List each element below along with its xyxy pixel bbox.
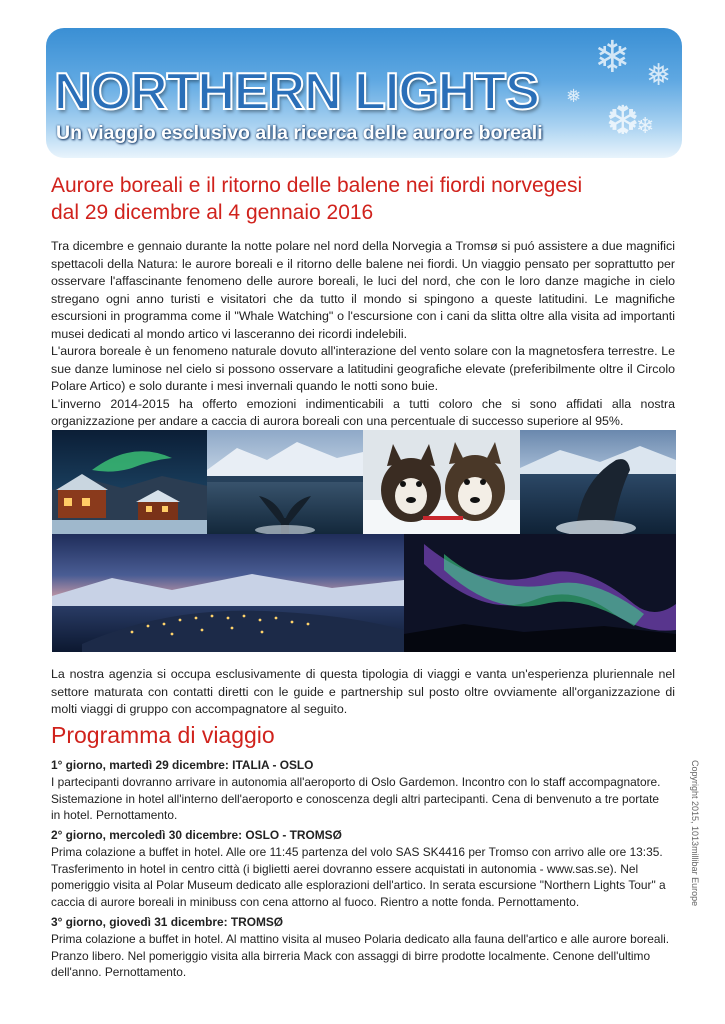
day-description: I partecipanti dovranno arrivare in autonomia all'aeroporto di Oslo Gardemon. Incontro con lo staff accompagnatore. Sistemazione in hotel all'interno dell'aeroporto e conoscenza degli altri partecipanti. Cena di benvenuto a tre portate in hotel. Pernottamento.	[51, 774, 661, 823]
intro-paragraph-2: L'aurora boreale è un fenomeno naturale dovuto all'interazione del vento solare con la magnetosfera terrestre. Le sue danze luminose nel cielo si possono osservare a latitudini geografiche elevate (preferibilmente oltre il Circolo Polare Artico) e solo durante i mesi invernali quando le notti sono buie.	[51, 344, 675, 393]
snowflake-icon: ❄	[636, 114, 655, 139]
program-day-2	[51, 827, 671, 911]
program-day-1	[51, 757, 671, 824]
snowflake-icon: ❄	[594, 32, 631, 83]
banner-title: NORTHERN LIGHTS	[54, 63, 539, 121]
page-headline	[51, 172, 691, 226]
intro-paragraph-3: L'inverno 2014-2015 ha offerto emozioni indimenticabili a tutti coloro che si sono affidati alla nostra organizzazione per andare a caccia di aurora boreali con una percentuale di successo superiore al 95%.	[51, 396, 675, 428]
photo-sled-dogs	[363, 430, 521, 534]
intro-paragraph-1: Tra dicembre e gennaio durante la notte polare nel nord della Norvegia a Tromsø si puó assistere a due magnifici spettacoli della Natura: le aurore boreali e il ritorno delle balene nei fiordi. Un viaggio pensato per soprattutto per osservare l'affascinante fenomeno delle aurore boreali, le luci del nord, che con le loro danze magiche in cielo stregano ogni anno turisti e visitatori che da tutto il mondo si spingono a queste latitudini. Le magnifiche escursioni in programma come il "Whale Watching" o l'escursione con i cani da slitta oltre alla visita ad importanti musei dedicati al mondo artico vi lasceranno dei ricordi indelebili.	[51, 239, 675, 341]
snowflake-icon: ❅	[646, 58, 672, 93]
snowflake-icon: ❅	[566, 86, 582, 107]
header-banner	[46, 28, 682, 158]
snowflake-icon: ❆	[606, 98, 640, 144]
banner-subtitle: Un viaggio esclusivo alla ricerca delle aurore boreali	[56, 122, 543, 144]
photo-tromso-night	[52, 534, 404, 652]
program-title: Programma di viaggio	[51, 722, 275, 748]
photo-aurora-sky	[404, 534, 676, 652]
day-heading: 2° giorno, mercoledì 30 dicembre: OSLO - TROMSØ	[51, 828, 342, 842]
intro-text	[51, 238, 675, 431]
program-day-3	[51, 914, 671, 981]
agency-text: La nostra agenzia si occupa esclusivamente di questa tipologia di viaggi e vanta un'esperienza pluriennale nel settore maturata con contatti diretti con le guide e partnership sul posto oltre ovviamente all'organizzazione di molti viaggi di gruppo con accompagnatore al seguito.	[51, 667, 675, 716]
headline-line-2: dal 29 dicembre al 4 gennaio 2016	[51, 201, 374, 224]
day-heading: 3° giorno, giovedì 31 dicembre: TROMSØ	[51, 915, 284, 929]
day-description: Prima colazione a buffet in hotel. Al mattino visita al museo Polaria dedicato alla fauna dell'artico e alle aurore boreali. Pranzo libero. Nel pomeriggio visita alla birreria Mack con assaggi di birre prodotte localmente. Cenone dell'ultimo dell'anno. Pernottamento.	[51, 931, 670, 980]
photo-whale-tail	[207, 430, 363, 534]
day-description: Prima colazione a buffet in hotel. Alle ore 11:45 partenza del volo SAS SK4416 per Tromso con arrivo alle ore 13:35. Trasferimento in hotel in centro città (i biglietti aerei dovranno essere acquistati in autonomia - www.sas.se). Nel pomeriggio visita al Polar Museum dedicato alle esplorazioni dell'artico. In serata escursione "Northern Lights Tour" a caccia di aurore boreali in minibuss con cena attorno al fuoco. Rientro a notte fonda. Pernottamento.	[51, 844, 666, 910]
headline-line-1: Aurore boreali e il ritorno delle balene nei fiordi norvegesi	[51, 174, 583, 197]
photo-aurora-cabins	[52, 430, 208, 534]
copyright-notice: Copyright 2015, 1013millibar Europe	[690, 760, 700, 907]
day-heading: 1° giorno, martedì 29 dicembre: ITALIA - OSLO	[51, 758, 314, 772]
photo-humpback-whale	[520, 430, 676, 534]
